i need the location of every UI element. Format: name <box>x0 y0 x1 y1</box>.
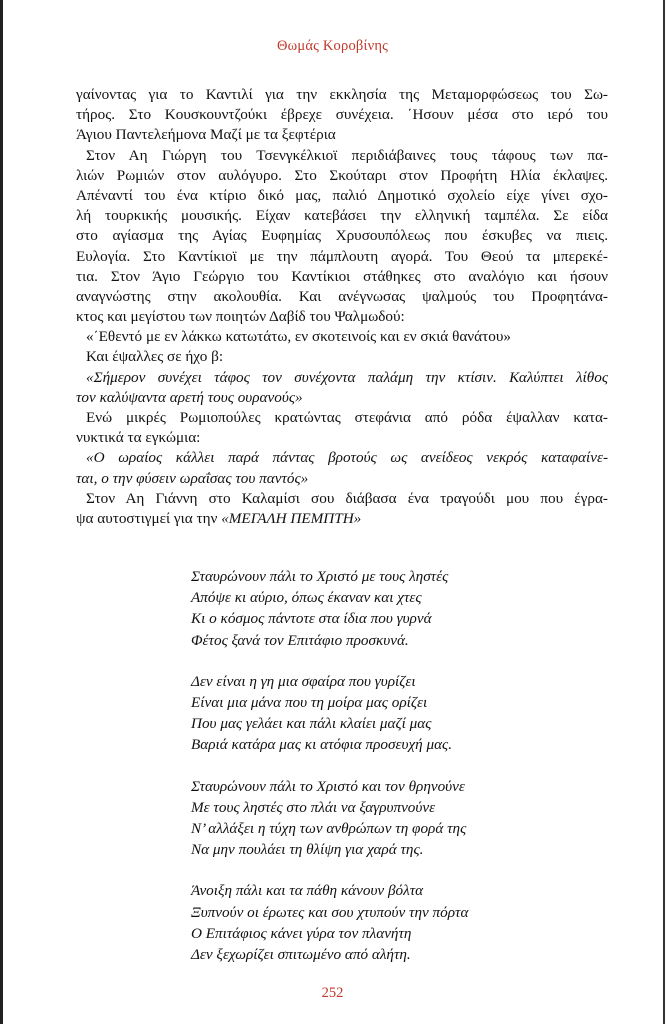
poem-line: Με τους ληστές στο πλάι να ξαγρυπνούνε <box>191 798 436 816</box>
hymn-line: τον καλύψαντα αρετή τους ουρανούς» <box>76 388 303 406</box>
body-line: Απέναντί του ένα κτίριο δικό μας, παλιό Δημοτικό σχολείο είχε γίνει σχο- <box>76 186 608 204</box>
page-left-edge <box>0 0 3 1024</box>
hymn-line: ται, ο την φύσειν ωραΐσας του παντός» <box>76 469 309 487</box>
body-line-with-title <box>76 509 608 529</box>
body-line: αναγνώστης στην ακολουθία. Και ανέγνωσας ψαλμούς του Προφητάνα- <box>76 287 608 305</box>
poem-line: Απόψε κι αύριο, όπως έκαναν και χτες <box>191 589 422 607</box>
poem-line: Δεν ξεχωρίζει σπιτωμένο από αλήτη. <box>191 946 411 964</box>
body-line: τια. Στον Άγιο Γεώργιο του Καντίκιοι στάθηκες στο αναλόγιο και ήσουν <box>76 267 608 285</box>
body-line: νυκτικά τα εγκώμια: <box>76 429 201 447</box>
poem-line: Φέτος ξανά τον Επιτάφιο προσκυνά. <box>191 631 409 649</box>
poem-stanza <box>191 566 468 651</box>
body-line: λιών Ρωμιών στον αυλόγυρο. Στο Σκούταρι στον Προφήτη Ηλία έκλαψες. <box>76 166 608 184</box>
page-number: 252 <box>321 985 344 1001</box>
poem-line: Να μην πουλάει τη θλίψη για χαρά της. <box>191 841 424 859</box>
poem-line: Ν’ αλλάξει η τύχη των ανθρώπων τη φορά της <box>191 820 467 838</box>
poem-line: Σταυρώνουν πάλι το Χριστό με τους ληστές <box>191 568 449 585</box>
poem-line: Ξυπνούν οι έρωτες και σου χτυπούν την πόρτα <box>191 903 469 921</box>
poem-line: Βαριά κατάρα μας κι ατόφια προσευχή μας. <box>191 736 453 754</box>
poem-line: Που μας γελάει και πάλι κλαίει μαζί μας <box>191 715 432 733</box>
poem-line: Ο Επιτάφιος κάνει γύρα τον πλανήτη <box>191 924 412 942</box>
poem-stanza <box>191 880 468 965</box>
prose-body <box>76 85 608 529</box>
poem-stanza <box>191 776 468 861</box>
body-line: Ενώ μικρές Ρωμιοπούλες κρατώντας στεφάνια από ρόδα έψαλλαν κατα- <box>86 409 608 426</box>
body-line: Στον Αη Γιάννη στο Καλαμίσι σου διάβασα ένα τραγούδι μου που έγρα- <box>86 489 608 507</box>
hymn-line: «Σήμερον συνέχει τάφος τον συνέχοντα παλάμη την κτίσιν. Καλύπτει λίθος <box>86 368 608 386</box>
body-line: γαίνοντας για το Καντιλί για την εκκλησία της Μεταμορφώσεως του Σω- <box>76 86 608 103</box>
poem-line: Δεν είναι η γη μια σφαίρα που γυρίζει <box>191 672 416 690</box>
body-line: Άγιου Παντελεήμονα Μαζί με τα ξεφτέρια <box>76 126 336 144</box>
body-line-text: ψα αυτοστιγμεί για την <box>76 509 222 527</box>
poem-stanza <box>191 671 468 756</box>
body-line: Στον Αη Γιώργη του Τσενγκέλκιοϊ περιδιάβαινες τους τάφους των πα- <box>86 146 608 164</box>
body-line: κτος και μεγίστου των ποιητών Δαβίδ του Ψαλμωδού: <box>76 308 405 326</box>
hymn-line: «Ο ωραίος κάλλει παρά πάντας βροτούς ως ανείδεος νεκρός καταφαίνε- <box>86 449 608 467</box>
body-line: Ευλογία. Στο Καντίκιοϊ με την πάμπλουτη αγορά. Του Θεού τα μπερεκέ- <box>76 247 608 265</box>
body-line: Και έψαλλες σε ήχο β: <box>86 348 224 366</box>
body-line: λή τουρκικής μουσικής. Είχαν κατεβάσει την ελληνική ταμπέλα. Σε είδα <box>76 207 608 225</box>
poem-line: Είναι μια μάνα που τη μοίρα μας ορίζει <box>191 694 428 712</box>
poem-title-reference: «ΜΕΓΑΛΗ ΠΕΜΠΤΗ» <box>221 509 362 527</box>
poem <box>191 566 468 985</box>
running-header-author: Θωμάς Κοροβίνης <box>276 38 389 54</box>
body-line: στο αγίασμα της Αγίας Ευφημίας Χρυσουπόλεως που έσκυβες να πιεις. <box>76 227 608 245</box>
poem-line: Σταυρώνουν πάλι το Χριστό και τον θρηνούνε <box>191 777 465 795</box>
quote-line: «΄Εθεντό με εν λάκκω κατωτάτω, εν σκοτεινοίς και εν σκιά θανάτου» <box>86 328 511 346</box>
poem-line: Άνοιξη πάλι και τα πάθη κάνουν βόλτα <box>191 882 424 900</box>
body-line: τήρος. Στο Κουσκουντζούκι έβρεχε συνέχεια. ΄Ησουν μέσα στο ιερό του <box>76 106 608 124</box>
poem-line: Κι ο κόσμος πάντοτε στα ίδια που γυρνά <box>191 610 432 628</box>
